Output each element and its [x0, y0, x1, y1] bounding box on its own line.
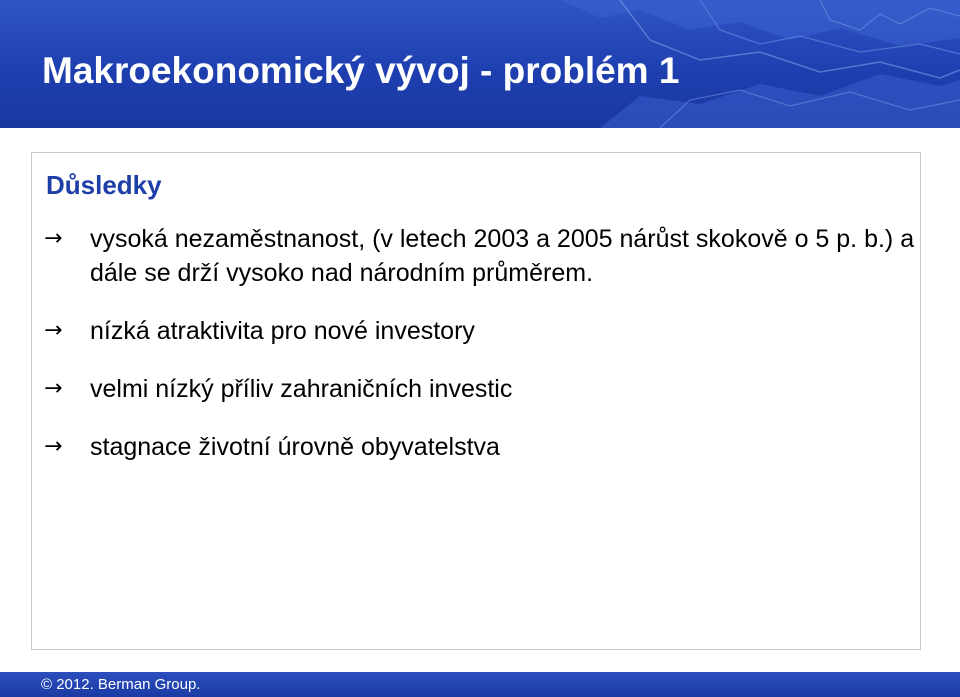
bullet-item	[44, 430, 920, 464]
slide-title: Makroekonomický vývoj - problém 1	[42, 50, 680, 91]
copyright-text: © 2012. Berman Group.	[41, 676, 201, 693]
arrow-icon: →	[44, 376, 63, 401]
bullet-text: vysoká nezaměstnanost, (v letech 2003 a 2005 nárůst skokově o 5 p. b.) a dále se drží vysoko nad národním průměrem.	[90, 225, 915, 287]
bullet-text: velmi nízký příliv zahraničních investic	[90, 375, 513, 403]
arrow-icon: →	[44, 318, 63, 343]
title-bar	[0, 0, 960, 128]
bullet-item	[44, 314, 920, 348]
bullet-item	[44, 372, 920, 406]
bullet-item	[44, 222, 920, 290]
arrow-icon: →	[44, 434, 63, 459]
section-heading: Důsledky	[46, 170, 162, 200]
arrow-icon: →	[44, 226, 63, 251]
bullet-text: nízká atraktivita pro nové investory	[90, 317, 475, 345]
bullet-text: stagnace životní úrovně obyvatelstva	[90, 433, 500, 461]
